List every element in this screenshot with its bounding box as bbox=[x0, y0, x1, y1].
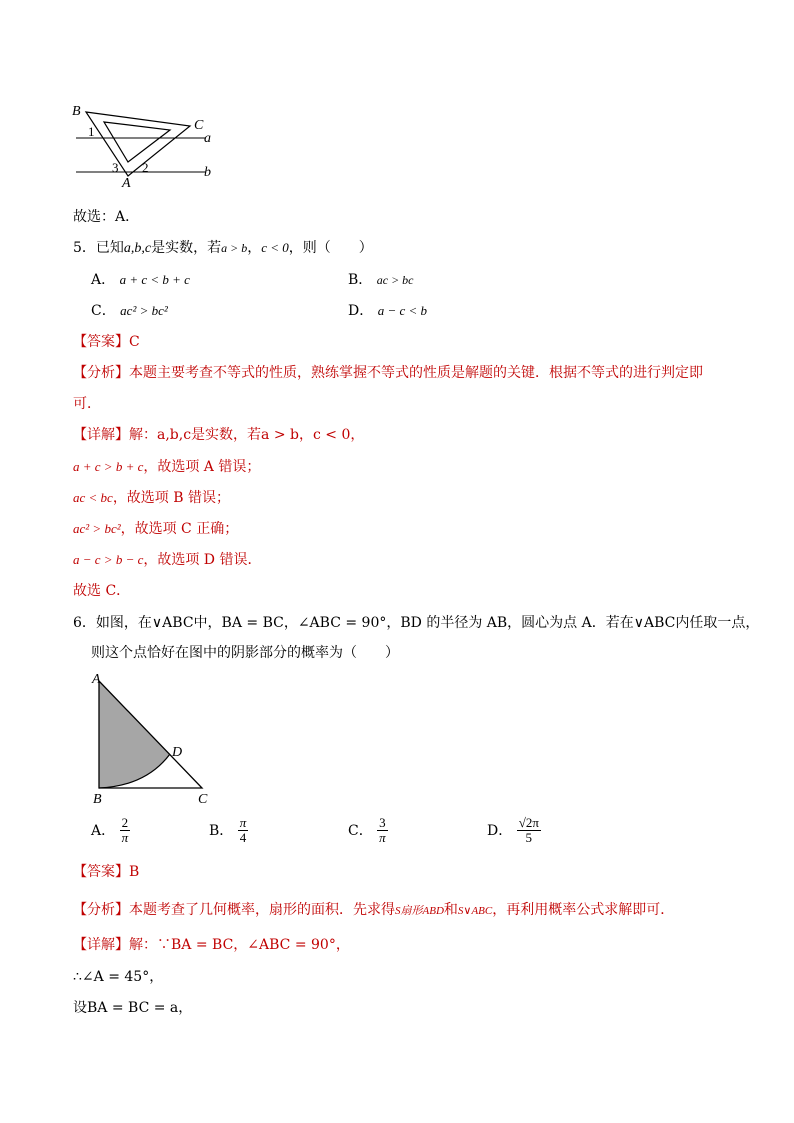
q5-answer-value: C bbox=[129, 334, 140, 350]
fig2-label-A: A bbox=[92, 672, 101, 687]
q5-stem-pre: 已知 bbox=[95, 240, 124, 256]
q6-option-a-num: 2 bbox=[121, 815, 129, 830]
q5-detail-c-math: ac² > bc² bbox=[73, 521, 121, 536]
q6-number: 6． bbox=[73, 615, 96, 631]
q5-option-d bbox=[348, 300, 427, 320]
q6-option-a-fraction bbox=[120, 816, 131, 846]
q5-analysis bbox=[73, 362, 703, 382]
fig1-label-C: C bbox=[194, 118, 204, 133]
q6-detail-line2: ∴∠A = 45°， bbox=[73, 969, 164, 985]
q6-option-d bbox=[487, 816, 541, 846]
fig1-label-a: a bbox=[204, 131, 211, 146]
q5-number: 5． bbox=[73, 240, 96, 256]
q6-option-d-fraction bbox=[517, 816, 541, 846]
fig1-label-3: 3 bbox=[112, 160, 119, 175]
q5-stem bbox=[73, 237, 373, 257]
q6-stem-line1 bbox=[73, 612, 759, 632]
q6-detail bbox=[73, 934, 350, 954]
q6-option-c bbox=[348, 816, 388, 846]
fig1-label-1: 1 bbox=[88, 124, 95, 139]
q6-option-d-num: √2π bbox=[518, 815, 539, 830]
q5-detail-b bbox=[73, 487, 230, 507]
q6-answer-value: B bbox=[129, 864, 140, 880]
q5-option-b-letter: B． bbox=[348, 272, 373, 288]
triangle-sector-figure bbox=[86, 668, 226, 808]
q6-analysis-triangle-area: S∨ABC bbox=[457, 905, 493, 917]
q6-option-b-letter: B． bbox=[209, 822, 234, 839]
q5-analysis-line1: 本题主要考查不等式的性质，熟练掌握不等式的性质是解题的关键．根据不等式的进行判定即 bbox=[129, 365, 703, 381]
q6-analysis-post: ，再利用概率公式求解即可． bbox=[492, 902, 675, 918]
q6-answer bbox=[73, 861, 139, 881]
q5-answer-tag: 【答案】 bbox=[73, 334, 129, 350]
q6-option-c-letter: C． bbox=[348, 822, 373, 839]
q5-conclusion: 故选 C． bbox=[73, 583, 131, 599]
q5-option-c-letter: C． bbox=[91, 303, 116, 319]
q5-option-d-text: a − c < b bbox=[377, 303, 428, 318]
q5-cond2: c < 0 bbox=[261, 240, 289, 255]
q5-detail-c-text: ，故选项 C 正确； bbox=[120, 521, 239, 537]
q5-option-c-text: ac² > bc² bbox=[120, 303, 168, 318]
q6-option-a-den: π bbox=[121, 830, 129, 846]
q5-sep: ， bbox=[247, 240, 262, 256]
q6-option-c-den: π bbox=[379, 830, 386, 846]
q6-answer-tag: 【答案】 bbox=[73, 864, 129, 880]
parallel-lines-triangle-figure bbox=[66, 100, 226, 190]
q6-option-b-fraction bbox=[238, 816, 249, 846]
q6-analysis-tag: 【分析】 bbox=[73, 902, 129, 918]
fig2-label-B: B bbox=[93, 792, 102, 807]
fig1-label-2: 2 bbox=[142, 160, 149, 175]
q6-option-d-den: 5 bbox=[525, 830, 533, 846]
q5-answer bbox=[73, 331, 140, 351]
q5-detail-a-text: ，故选项 A 错误； bbox=[143, 459, 261, 475]
q5-cond1: a > b bbox=[221, 241, 248, 255]
q6-stem-text1: 如图，在∨ABC中，BA = BC，∠ABC = 90°，BD 的半径为 AB，圆心为点 A．若在∨ABC内任取一点， bbox=[95, 615, 760, 631]
q5-detail-d-math: a − c > b − c bbox=[73, 552, 144, 567]
fig2-label-C: C bbox=[198, 792, 208, 807]
q5-detail bbox=[73, 424, 364, 444]
q5-detail-line1: 解：a,b,c是实数，若a > b，c < 0， bbox=[129, 427, 365, 443]
q5-detail-d bbox=[73, 549, 261, 569]
q6-stem-line2: 则这个点恰好在图中的阴影部分的概率为（ ） bbox=[91, 645, 399, 661]
fig1-label-b: b bbox=[204, 165, 211, 180]
q5-detail-a-math: a + c > b + c bbox=[73, 459, 144, 474]
q5-option-b-text: ac > bc bbox=[376, 273, 414, 287]
q5-stem-vars: a,b,c bbox=[123, 241, 152, 256]
q6-analysis-pre: 本题考查了几何概率，扇形的面积．先求得 bbox=[129, 902, 395, 918]
q6-analysis-sector-area: S扇形ABD bbox=[395, 905, 444, 917]
q6-option-c-num: 3 bbox=[379, 815, 386, 830]
fig2-label-D: D bbox=[172, 745, 183, 760]
q6-option-b-den: 4 bbox=[239, 830, 247, 846]
q5-analysis-tag: 【分析】 bbox=[73, 365, 129, 381]
q5-detail-d-text: ，故选项 D 错误． bbox=[143, 552, 262, 568]
q6-analysis-and: 和 bbox=[443, 902, 458, 918]
q5-detail-b-text: ，故选项 B 错误； bbox=[112, 490, 231, 506]
q5-option-a-letter: A． bbox=[91, 272, 116, 288]
q5-option-d-letter: D． bbox=[348, 303, 374, 319]
q5-stem-mid: 是实数，若 bbox=[151, 240, 222, 256]
q6-analysis bbox=[73, 899, 674, 919]
q4-conclusion: 故选：A． bbox=[73, 209, 140, 225]
q6-option-b-num: π bbox=[239, 815, 247, 830]
q6-option-b bbox=[209, 816, 248, 846]
q5-stem-post: ，则（ ） bbox=[288, 240, 373, 256]
q5-detail-tag: 【详解】 bbox=[73, 427, 129, 443]
q5-detail-c bbox=[73, 518, 238, 538]
fig1-label-B: B bbox=[72, 104, 81, 119]
q5-option-a-text: a + c < b + c bbox=[119, 272, 190, 287]
q6-option-a bbox=[91, 816, 130, 846]
q5-option-a bbox=[91, 269, 190, 289]
q5-option-c bbox=[91, 300, 168, 320]
q5-detail-a bbox=[73, 456, 260, 476]
q6-option-d-letter: D． bbox=[487, 822, 513, 839]
q6-option-c-fraction bbox=[377, 816, 388, 846]
q6-detail-tag: 【详解】 bbox=[73, 937, 129, 953]
q5-detail-b-math: ac < bc bbox=[73, 490, 113, 505]
q6-detail-line1: 解：∵BA = BC，∠ABC = 90°， bbox=[129, 937, 350, 953]
q6-detail-line3: 设BA = BC = a， bbox=[73, 1000, 193, 1016]
q5-option-b bbox=[348, 269, 414, 289]
q5-analysis-line2: 可． bbox=[73, 396, 101, 412]
fig1-label-A: A bbox=[122, 176, 131, 190]
q6-option-a-letter: A． bbox=[91, 822, 116, 839]
